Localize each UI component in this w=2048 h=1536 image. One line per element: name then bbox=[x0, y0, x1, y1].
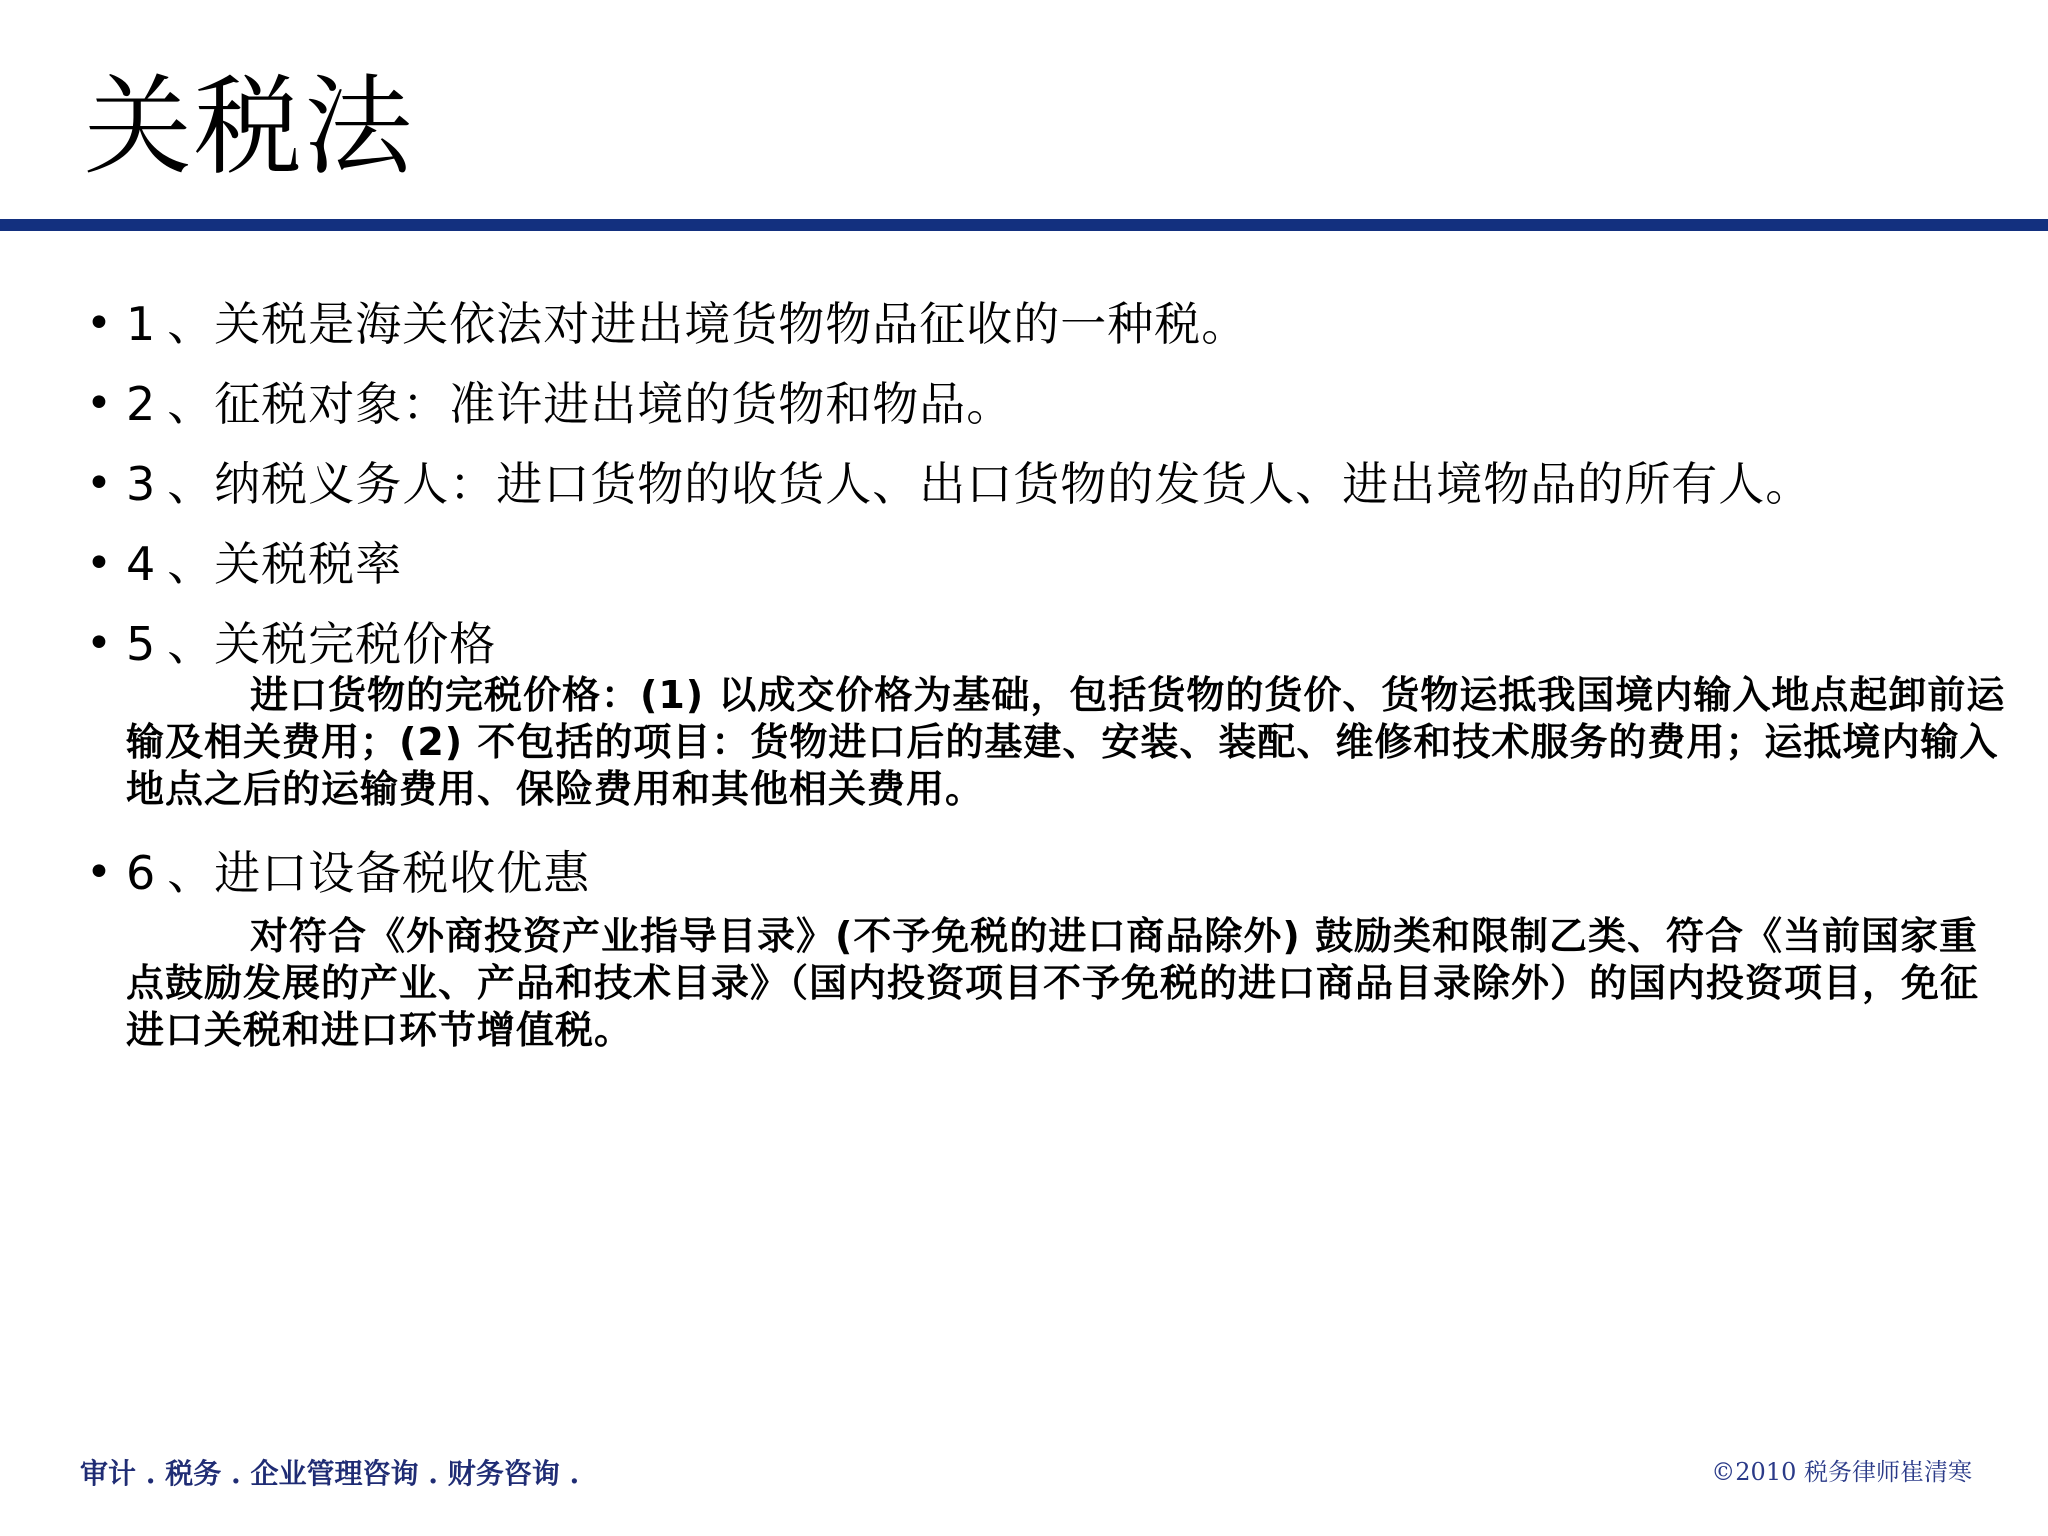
bullet-text: 、关税是海关依法对进出境货物物品征收的一种税。 bbox=[167, 297, 1249, 351]
bullet-number: 1 bbox=[126, 297, 156, 351]
bullet-number: 4 bbox=[126, 537, 156, 591]
bullet-number: 2 bbox=[126, 377, 156, 431]
bullet-dot-icon: • bbox=[86, 847, 112, 898]
bullet-item-1 bbox=[86, 284, 2006, 364]
bullet-number: 6 bbox=[126, 846, 156, 900]
bullet-dot-icon: • bbox=[86, 458, 112, 509]
slide-title: 关税法 bbox=[84, 65, 415, 190]
bullet-number: 5 bbox=[126, 617, 156, 671]
bullet-dot-icon: • bbox=[86, 378, 112, 429]
bullet-text: 、纳税义务人：进口货物的收货人、出口货物的发货人、进出境物品的所有人。 bbox=[167, 457, 1813, 511]
footer-copyright: ©2010 税务律师崔清寒 bbox=[1711, 1458, 1972, 1486]
bullet-text: 、关税税率 bbox=[167, 537, 403, 591]
slide-content bbox=[86, 284, 2006, 1054]
bullet-text: 、进口设备税收优惠 bbox=[167, 846, 591, 900]
bullet-item-3 bbox=[86, 444, 2006, 524]
bullet-item-6 bbox=[86, 833, 2006, 913]
title-divider bbox=[0, 219, 2048, 231]
footer-services: 审计 . 税务 . 企业管理咨询 . 财务咨询 . bbox=[80, 1457, 580, 1490]
bullet-dot-icon: • bbox=[86, 618, 112, 669]
equipment-preference-paragraph: 对符合《外商投资产业指导目录》(不予免税的进口商品除外) 鼓励类和限制乙类、符合《当前国家重点鼓励发展的产业、产品和技术目录》（国内投资项目不予免税的进口商品目录除外）的国内投资项目，免征进口关税和进口环节增值税。 bbox=[126, 914, 1980, 1052]
bullet-number: 3 bbox=[126, 457, 156, 511]
bullet-item-2 bbox=[86, 364, 2006, 444]
bullet-text: 、征税对象：准许进出境的货物和物品。 bbox=[167, 377, 1014, 431]
bullet-item-4 bbox=[86, 524, 2006, 604]
bullet-text: 、关税完税价格 bbox=[167, 617, 497, 671]
customs-value-paragraph: 进口货物的完税价格：(1) 以成交价格为基础，包括货物的货价、货物运抵我国境内输入地点起卸前运输及相关费用；(2) 不包括的项目：货物进口后的基建、安装、装配、维修和技术服务的费用；运抵境内输入地点之后的运输费用、保险费用和其他相关费用。 bbox=[126, 673, 2006, 811]
bullet-dot-icon: • bbox=[86, 298, 112, 349]
bullet-dot-icon: • bbox=[86, 538, 112, 589]
